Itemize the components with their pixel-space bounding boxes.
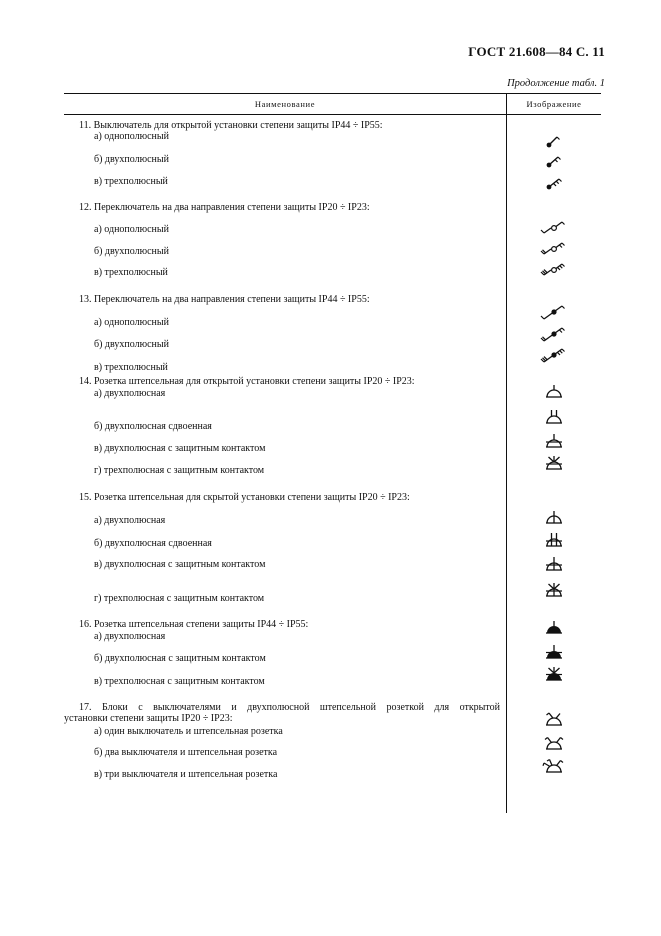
table-row bbox=[0, 201, 661, 217]
item-option: б) двухполюсная сдвоенная bbox=[94, 421, 212, 432]
changeover-2pole-icon bbox=[540, 240, 568, 260]
item-heading: 13. Переключатель на два направления степени защиты IP44 ÷ IP55: bbox=[79, 294, 370, 305]
table-top-rule bbox=[64, 93, 601, 94]
item-heading: 14. Розетка штепсельная для открытой установки степени защиты IP20 ÷ IP23: bbox=[79, 376, 415, 387]
item-option: б) двухполюсный bbox=[94, 339, 169, 350]
item-option: а) двухполюсная bbox=[94, 631, 166, 642]
item-option: а) однополюсный bbox=[94, 224, 169, 235]
column-header-name: Наименование bbox=[254, 99, 316, 109]
item-option: а) двухполюсная bbox=[94, 515, 166, 526]
item-heading-continuation: установки степени защиты IP20 ÷ IP23: bbox=[64, 713, 233, 724]
item-option: а) однополюсный bbox=[94, 131, 169, 142]
item-option: а) однополюсный bbox=[94, 317, 169, 328]
changeover-3pole-icon bbox=[540, 261, 568, 281]
block-2switch-socket-icon bbox=[540, 733, 568, 753]
block-1switch-socket-icon bbox=[540, 709, 568, 729]
item-option: г) трехполюсная с защитным контактом bbox=[94, 593, 265, 604]
block-3switch-socket-icon bbox=[540, 756, 568, 776]
item-option: б) двухполюсная с защитным контактом bbox=[94, 653, 266, 664]
socket-sealed-2pole-icon bbox=[540, 617, 568, 637]
item-option: в) трехполюсный bbox=[94, 176, 168, 187]
switch-1pole-icon bbox=[540, 131, 568, 151]
item-heading: 15. Розетка штепсельная для скрытой установки степени защиты IP20 ÷ IP23: bbox=[79, 492, 410, 503]
item-option: а) двухполюсная bbox=[94, 388, 166, 399]
socket-3pole-earth-icon bbox=[540, 453, 568, 473]
item-heading: 16. Розетка штепсельная степени защиты IP44 ÷ IP55: bbox=[79, 619, 309, 630]
column-header-image: Изображение bbox=[526, 99, 582, 109]
changeover-sealed-2pole-icon bbox=[540, 325, 568, 345]
socket-2pole-icon bbox=[540, 381, 568, 401]
item-option: б) двухполюсный bbox=[94, 246, 169, 257]
table-continuation-note: Продолжение табл. 1 bbox=[507, 78, 605, 89]
socket-hidden-3pole-earth-icon bbox=[540, 580, 568, 600]
socket-sealed-2pole-earth-icon bbox=[540, 642, 568, 662]
item-option: в) трехполюсный bbox=[94, 267, 168, 278]
changeover-sealed-1pole-icon bbox=[540, 303, 568, 323]
changeover-sealed-3pole-icon bbox=[540, 346, 568, 366]
item-heading: 11. Выключатель для открытой установки степени защиты IP44 ÷ IP55: bbox=[79, 120, 383, 131]
socket-sealed-3pole-earth-icon bbox=[540, 664, 568, 684]
changeover-1pole-icon bbox=[540, 219, 568, 239]
socket-2pole-double-icon bbox=[540, 407, 568, 427]
item-option: г) трехполюсная с защитным контактом bbox=[94, 465, 265, 476]
item-option: в) двухполюсная с защитным контактом bbox=[94, 443, 266, 454]
switch-2pole-icon bbox=[540, 151, 568, 171]
item-option: в) трехполюсный bbox=[94, 362, 168, 373]
item-option: в) три выключателя и штепсельная розетка bbox=[94, 769, 278, 780]
item-option: б) два выключателя и штепсельная розетка bbox=[94, 747, 278, 758]
socket-hidden-2pole-double-icon bbox=[540, 530, 568, 550]
socket-2pole-earth-icon bbox=[540, 431, 568, 451]
page-header-code: ГОСТ 21.608—84 С. 11 bbox=[468, 44, 605, 59]
item-option: а) один выключатель и штепсельная розетка bbox=[94, 726, 283, 737]
table-header-rule bbox=[64, 114, 601, 115]
item-option: в) трехполюсная с защитным контактом bbox=[94, 676, 265, 687]
item-option: б) двухполюсная сдвоенная bbox=[94, 538, 212, 549]
switch-3pole-icon bbox=[540, 173, 568, 193]
item-heading: 12. Переключатель на два направления степени защиты IP20 ÷ IP23: bbox=[79, 202, 370, 213]
item-option: б) двухполюсный bbox=[94, 154, 169, 165]
item-option: в) двухполюсная с защитным контактом bbox=[94, 559, 266, 570]
item-heading: 17. Блоки с выключателями и двухполюсной штепсельной розеткой для открытой bbox=[79, 702, 500, 713]
socket-hidden-2pole-earth-icon bbox=[540, 554, 568, 574]
socket-hidden-2pole-icon bbox=[540, 507, 568, 527]
table-row bbox=[0, 491, 661, 507]
